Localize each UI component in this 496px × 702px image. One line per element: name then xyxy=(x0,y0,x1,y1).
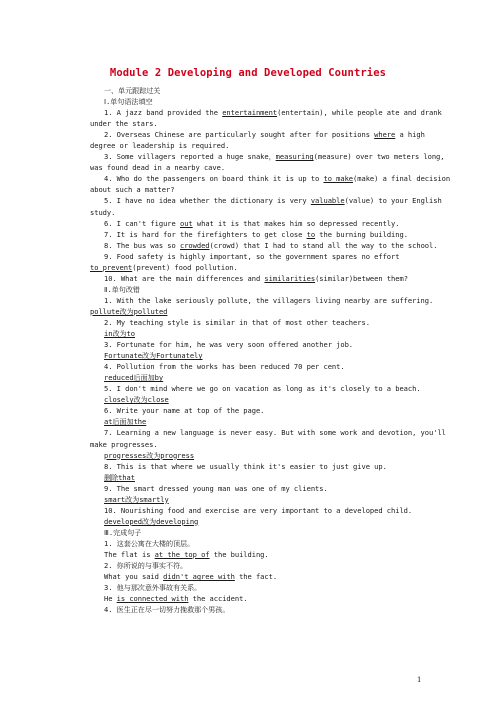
text-line xyxy=(90,218,420,229)
text-line xyxy=(90,207,420,218)
text-line xyxy=(90,317,420,328)
answer-text: reduced后面加by xyxy=(104,373,164,383)
text-line xyxy=(90,107,442,118)
text-line xyxy=(90,240,438,251)
line-text: a high xyxy=(395,130,425,140)
text-line xyxy=(90,229,420,240)
line-text: 7. Learning a new language is never easy. But with some work and devotion, you'll xyxy=(104,428,446,438)
line-text: 1. A jazz band provided the xyxy=(104,108,223,118)
text-line xyxy=(90,450,420,461)
line-text: 3. Fortunate for him, he was very soon offered another job. xyxy=(104,340,354,350)
answer-text: is_connected_with xyxy=(116,594,189,604)
text-line xyxy=(90,350,420,361)
text-line xyxy=(90,251,420,262)
text-line xyxy=(90,571,420,582)
text-line xyxy=(90,195,442,206)
text-line xyxy=(90,416,420,427)
line-text: about such a matter? xyxy=(90,185,175,195)
line-text: He xyxy=(104,594,117,604)
line-text: degree or leadership is required. xyxy=(90,141,230,151)
answer-text: where xyxy=(374,130,396,140)
answer-text: at后面加the xyxy=(104,417,147,427)
line-text: 1. With the lake seriously pollute, the villagers living nearby are suffering. xyxy=(104,295,434,305)
text-line xyxy=(90,162,420,173)
text-line xyxy=(90,129,425,140)
document-body xyxy=(90,85,451,615)
line-text: What you said xyxy=(104,572,164,582)
answer-text: similarities xyxy=(264,273,316,283)
text-line xyxy=(90,461,420,472)
line-text: Ⅲ.完成句子 xyxy=(104,527,142,537)
text-line xyxy=(90,96,420,107)
line-text: the burning building. xyxy=(315,229,408,239)
line-text: 5. I have no idea whether the dictionary is very xyxy=(104,196,311,206)
line-text: 10. What are the main differences and xyxy=(104,273,265,283)
answer-text: to_prevent xyxy=(90,262,133,272)
text-line xyxy=(90,494,420,505)
line-text: 3. 他与那次意外事故有关系。 xyxy=(104,583,202,593)
line-text: 7. It is hard for the firefighters to get close xyxy=(104,229,307,239)
text-line xyxy=(90,604,420,615)
answer-text: smart改为smartly xyxy=(104,494,169,504)
answer-text: at_the_top_of xyxy=(154,549,210,559)
line-text: (crowd) that I had to stand all the way to the school. xyxy=(209,240,438,250)
answer-text: measuring xyxy=(275,152,314,162)
line-text: 6. I can't figure xyxy=(104,218,180,228)
line-text: the fact. xyxy=(234,572,278,582)
line-text: 9. Food safety is highly important, so the government spares no effort xyxy=(104,251,400,261)
text-line xyxy=(90,394,420,405)
answer-text: in改为to xyxy=(104,329,135,339)
line-text: Ⅱ.单句改错 xyxy=(104,284,140,294)
line-text: (value) to your English xyxy=(344,196,442,206)
text-line xyxy=(90,284,420,295)
text-line xyxy=(90,538,420,549)
text-line xyxy=(90,593,420,604)
answer-text: pollute改为polluted xyxy=(90,306,168,316)
text-line xyxy=(90,328,420,339)
line-text: 1. 这套公寓在大楼的顶层。 xyxy=(104,538,195,548)
line-text: Ⅰ.单句语法填空 xyxy=(104,97,153,107)
text-line xyxy=(90,439,420,450)
line-text: 8. The bus was so xyxy=(104,240,180,250)
text-line xyxy=(90,361,420,372)
line-text: 2. My teaching style is similar in that of most other teachers. xyxy=(104,317,370,327)
answer-text: developed改为developing xyxy=(104,516,199,526)
line-text: the building. xyxy=(209,549,269,559)
text-line xyxy=(90,85,420,96)
text-line xyxy=(90,140,420,151)
text-line xyxy=(90,405,420,416)
line-text: make progresses. xyxy=(90,439,158,449)
text-line xyxy=(90,339,420,350)
text-line xyxy=(90,173,451,184)
answer-text: closely改为close xyxy=(104,395,169,405)
answer-text: didn't_agree_with xyxy=(163,572,235,582)
text-line xyxy=(90,295,434,306)
text-line xyxy=(90,560,420,571)
text-line xyxy=(90,427,446,438)
text-line xyxy=(90,582,420,593)
line-text: The flat is xyxy=(104,549,155,559)
line-text: (entertain), while people ate and drank xyxy=(277,108,442,118)
line-text: 4. 医生正在尽一切努力挽救那个男孩。 xyxy=(104,605,230,615)
line-text: (measure) over two meters long, xyxy=(313,152,445,162)
answer-text: to xyxy=(306,229,316,239)
line-text: (prevent) food pollution. xyxy=(132,262,238,272)
line-text: 一、单元跟踪过关 xyxy=(104,86,161,95)
line-text: 9. The smart dressed young man was one of my clients. xyxy=(104,483,328,493)
line-text: was found dead in a nearby cave. xyxy=(90,163,226,173)
answer-text: valuable xyxy=(310,196,345,206)
answer-text: entertainment xyxy=(222,108,278,118)
line-text: study. xyxy=(90,207,116,217)
line-text: under the stars. xyxy=(90,119,158,129)
text-line xyxy=(90,549,420,560)
text-line xyxy=(90,483,420,494)
text-line xyxy=(90,273,420,284)
text-line xyxy=(90,383,420,394)
line-text: 8. This is that where we usually think it's easier to just give up. xyxy=(104,461,387,471)
line-text: (make) a final decision xyxy=(353,174,451,184)
text-line xyxy=(90,505,420,516)
line-text: 2. 你所说的与事实不符。 xyxy=(104,561,188,571)
text-line xyxy=(90,527,420,538)
line-text: the accident. xyxy=(188,594,248,604)
text-line xyxy=(90,262,420,273)
answer-text: progresses改为progress xyxy=(104,450,195,460)
page-number: 1 xyxy=(417,676,422,684)
text-line xyxy=(90,472,420,483)
answer-text: 删除that xyxy=(104,472,135,482)
answer-text: crowded xyxy=(179,240,210,250)
line-text: 4. Who do the passengers on board think it is up to xyxy=(104,174,324,184)
line-text: 2. Overseas Chinese are particularly sought after for positions xyxy=(104,130,375,140)
text-line xyxy=(90,306,420,317)
text-line xyxy=(90,118,420,129)
document-title: Module 2 Developing and Developed Countries xyxy=(109,67,387,79)
line-text: (similar)between them? xyxy=(315,273,408,283)
answer-text: Fortunate改为Fortunately xyxy=(104,351,203,361)
answer-text: out xyxy=(179,218,193,228)
line-text: 3. Some villagers reported a huge snake， xyxy=(104,152,276,162)
text-line xyxy=(90,516,420,527)
line-text: what it is that makes him so depressed recently. xyxy=(192,218,400,228)
text-line xyxy=(90,151,445,162)
line-text: 5. I don't mind where we go on vacation as long as it's closely to a beach. xyxy=(104,384,421,394)
text-line xyxy=(90,184,420,195)
answer-text: to_make xyxy=(323,174,354,184)
line-text: 4. Pollution from the works has been reduced 70 per cent. xyxy=(104,362,345,372)
text-line xyxy=(90,372,420,383)
line-text: 6. Write your name at top of the page. xyxy=(104,406,265,416)
line-text: 10. Nourishing food and exercise are very important to a developed child. xyxy=(104,505,413,515)
